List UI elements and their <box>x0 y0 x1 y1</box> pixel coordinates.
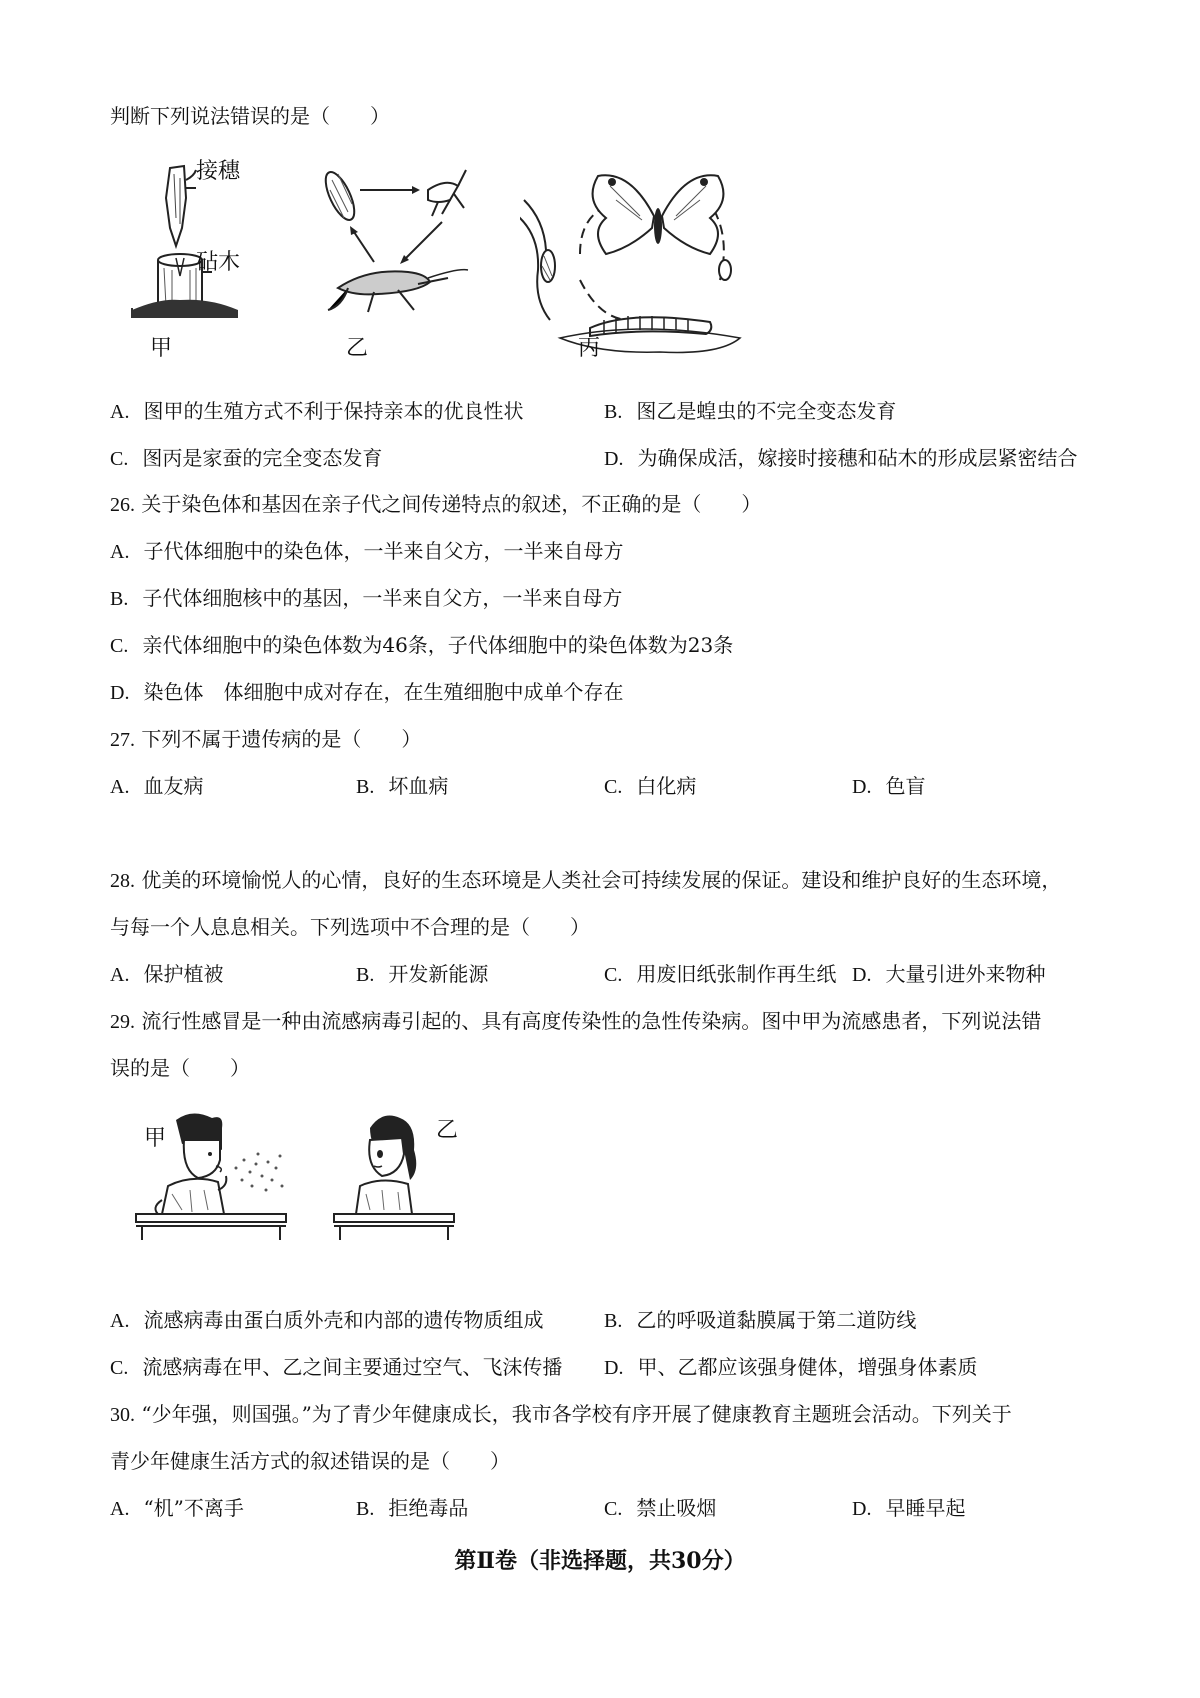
q28-option-a[interactable]: A. 保护植被 <box>110 962 224 986</box>
q27-option-d[interactable]: D. 色盲 <box>852 774 926 798</box>
q29-stem-line2: 误的是（ ） <box>110 1056 250 1080</box>
q25-option-d[interactable]: D. 为确保成活，嫁接时接穗和砧木的形成层紧密结合 <box>604 446 1078 470</box>
q29-option-d[interactable]: D. 甲、乙都应该强身健体，增强身体素质 <box>604 1355 978 1379</box>
q27-option-a[interactable]: A. 血友病 <box>110 774 204 798</box>
question-number: 27. <box>110 729 135 751</box>
q28-stem-line1: 28. 优美的环境愉悦人的心情，良好的生态环境是人类社会可持续发展的保证。建设和维护良好的生态环境， <box>110 868 1062 892</box>
q26-option-d[interactable]: D. 染色体 体细胞中成对存在，在生殖细胞中成单个存在 <box>110 680 624 704</box>
label-jia: 甲 <box>150 336 173 361</box>
q28-option-d[interactable]: D. 大量引进外来物种 <box>852 962 1046 986</box>
q25-option-a[interactable]: A. 图甲的生殖方式不利于保持亲本的优良性状 <box>110 399 524 423</box>
locust-cycle-figure <box>318 160 498 325</box>
q25-option-b[interactable]: B. 图乙是蝗虫的不完全变态发育 <box>604 399 897 423</box>
q30-option-c[interactable]: C. 禁止吸烟 <box>604 1496 717 1520</box>
label-jiasui: 接穗 <box>196 159 241 184</box>
q26-option-c[interactable]: C. 亲代体细胞中的染色体数为46条，子代体细胞中的染色体数为23条 <box>110 633 734 657</box>
q30-stem-line1: 30. “少年强，则国强。”为了青少年健康成长，我市各学校有序开展了健康教育主题班会活动。下列关于 <box>110 1402 1012 1426</box>
q30-stem-line2: 青少年健康生活方式的叙述错误的是（ ） <box>110 1449 510 1473</box>
q30-option-d[interactable]: D. 早睡早起 <box>852 1496 966 1520</box>
butterfly-cycle-figure <box>520 170 750 355</box>
q29-stem-line1: 29. 流行性感冒是一种由流感病毒引起的、具有高度传染性的急性传染病。图中甲为流感患者，下列说法错 <box>110 1009 1042 1033</box>
q28-stem-line2: 与每一个人息息相关。下列选项中不合理的是（ ） <box>110 915 590 939</box>
q25-stem: 判断下列说法错误的是（ ） <box>110 104 390 128</box>
label-zhanmu: 砧木 <box>196 250 241 275</box>
q26-option-a[interactable]: A. 子代体细胞中的染色体，一半来自父方，一半来自母方 <box>110 539 624 563</box>
q26-option-b[interactable]: B. 子代体细胞核中的基因，一半来自父方，一半来自母方 <box>110 586 623 610</box>
label-jia-patient: 甲 <box>144 1126 167 1151</box>
q27-option-c[interactable]: C. 白化病 <box>604 774 697 798</box>
q29-option-c[interactable]: C. 流感病毒在甲、乙之间主要通过空气、飞沫传播 <box>110 1355 563 1379</box>
q30-option-a[interactable]: A. “机”不离手 <box>110 1496 244 1520</box>
q30-option-b[interactable]: B. 拒绝毒品 <box>356 1496 469 1520</box>
question-number: 28. <box>110 870 135 892</box>
section-title: 第Ⅱ卷（非选择题，共30分） <box>454 1548 746 1574</box>
label-yi-girl: 乙 <box>436 1118 459 1143</box>
q26-stem: 26. 关于染色体和基因在亲子代之间传递特点的叙述，不正确的是（ ） <box>110 492 762 516</box>
q29-option-b[interactable]: B. 乙的呼吸道黏膜属于第二道防线 <box>604 1308 917 1332</box>
question-number: 26. <box>110 494 135 516</box>
question-number: 29. <box>110 1011 135 1033</box>
q27-stem: 27. 下列不属于遗传病的是（ ） <box>110 727 422 751</box>
q28-option-b[interactable]: B. 开发新能源 <box>356 962 489 986</box>
question-number: 30. <box>110 1404 135 1426</box>
q25-option-c[interactable]: C. 图丙是家蚕的完全变态发育 <box>110 446 383 470</box>
label-yi: 乙 <box>346 336 369 361</box>
q27-option-b[interactable]: B. 坏血病 <box>356 774 449 798</box>
q29-option-a[interactable]: A. 流感病毒由蛋白质外壳和内部的遗传物质组成 <box>110 1308 544 1332</box>
q28-option-c[interactable]: C. 用废旧纸张制作再生纸 <box>604 962 837 986</box>
label-bing: 丙 <box>578 336 601 361</box>
